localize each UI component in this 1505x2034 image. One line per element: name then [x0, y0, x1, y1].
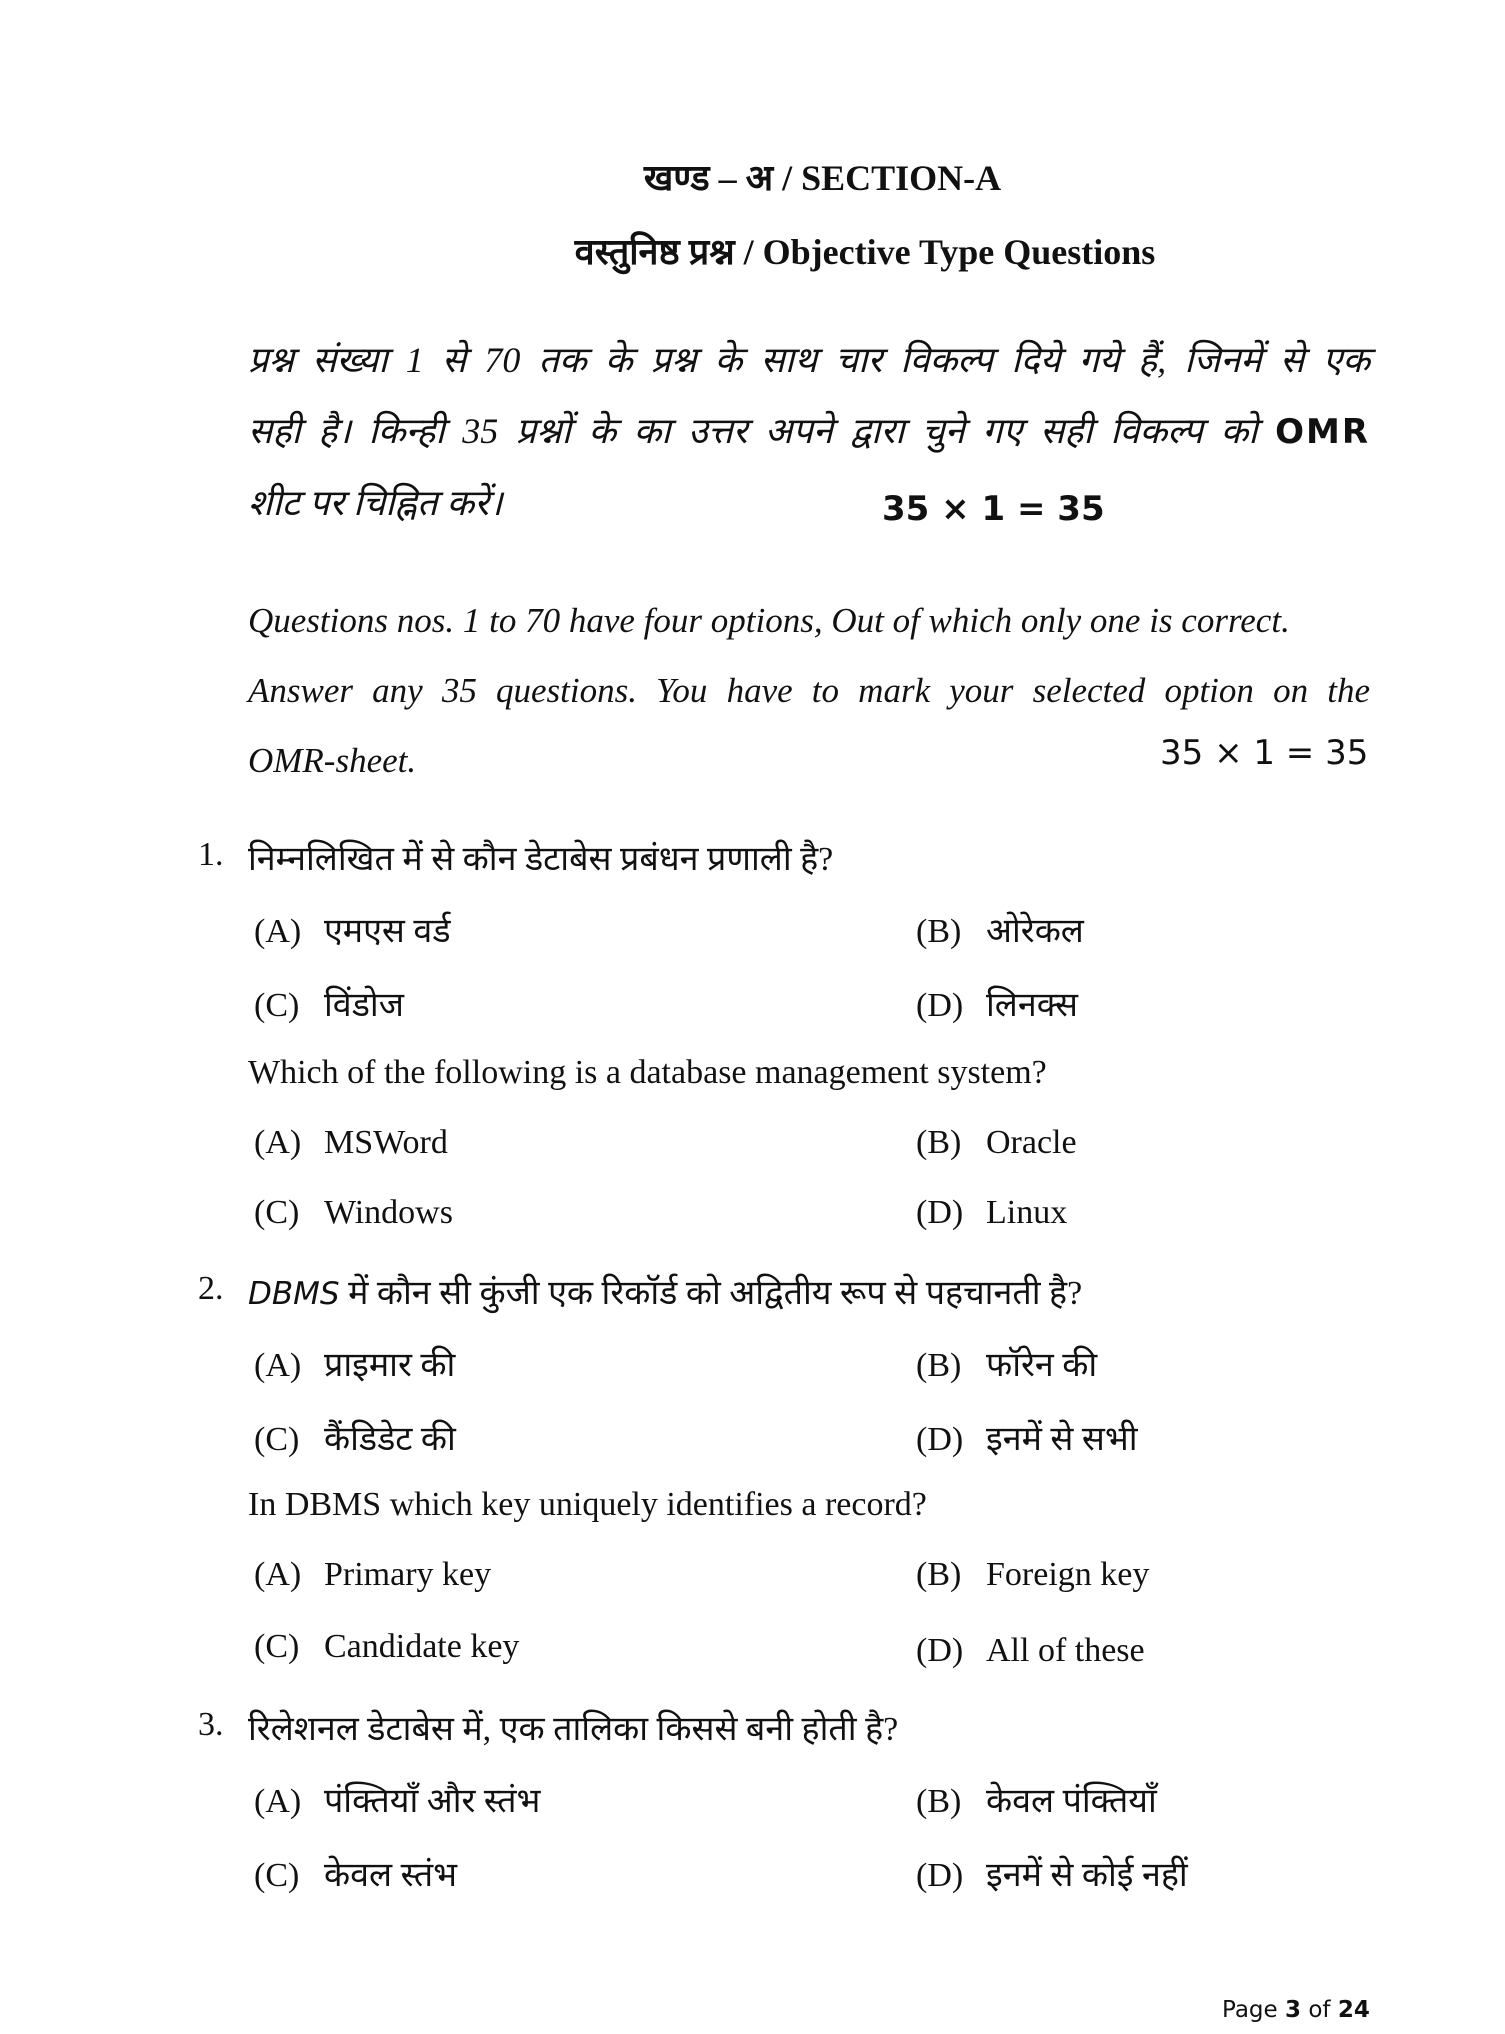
- option-text: एमएस वर्ड: [324, 913, 451, 950]
- question-1-hindi-option-d: [916, 980, 1078, 1026]
- question-1-hindi-option-c: [254, 980, 404, 1026]
- question-2-hindi-option-b: [916, 1340, 1097, 1386]
- question-3-hindi-option-d: [916, 1850, 1188, 1896]
- option-label: (C): [254, 987, 300, 1024]
- option-text: MSWord: [324, 1124, 448, 1161]
- option-text: इनमें से सभी: [986, 1421, 1138, 1458]
- question-3-hindi-option-a: [254, 1776, 540, 1822]
- question-1-number: 1.: [198, 836, 224, 873]
- option-text: विंडोज: [324, 987, 404, 1024]
- option-label: (D): [916, 1194, 964, 1231]
- option-text: प्राइमार की: [324, 1347, 456, 1384]
- question-1-english-option-a: [254, 1124, 448, 1162]
- option-label: (D): [916, 987, 964, 1024]
- option-text: All of these: [986, 1632, 1145, 1669]
- question-3-number: 3.: [198, 1706, 224, 1743]
- question-3-hindi-option-c: [254, 1850, 457, 1896]
- option-text: केवल स्तंभ: [324, 1857, 458, 1894]
- question-2-hindi-option-d: [916, 1414, 1138, 1460]
- option-text: Linux: [986, 1194, 1068, 1231]
- option-text: फॉरेन की: [986, 1347, 1098, 1384]
- option-label: (B): [916, 913, 962, 950]
- section-subtitle: वस्तुनिष्ठ प्रश्न / Objective Type Questions: [574, 232, 1156, 272]
- instructions-hindi-line-1: प्रश्न संख्या 1 से 70 तक के प्रश्न के साथ चार विकल्प दिये गये हैं, जिनमें से एक: [248, 340, 1370, 380]
- question-1-hindi-option-a: [254, 906, 451, 952]
- option-label: (B): [916, 1783, 962, 1820]
- current-page: 3: [1285, 1997, 1302, 2023]
- option-label: (A): [254, 1783, 302, 1820]
- option-label: (B): [916, 1124, 962, 1161]
- option-label: (A): [254, 913, 302, 950]
- option-label: (D): [916, 1632, 964, 1669]
- instructions-hindi-line-2-text: सही है। किन्ही 35 प्रश्नों के का उत्तर अपने द्वारा चुने गए सही विकल्प को: [248, 411, 1258, 451]
- instructions-hindi-line-3: शीट पर चिह्नित करें।: [248, 483, 503, 523]
- option-label: (C): [254, 1194, 300, 1231]
- page-word: Page: [1222, 1997, 1278, 2023]
- question-1-english-option-d: [916, 1194, 1067, 1232]
- question-2-english: In DBMS which key uniquely identifies a record?: [248, 1486, 927, 1523]
- question-2-english-option-b: [916, 1556, 1149, 1594]
- total-pages: 24: [1337, 1997, 1370, 2023]
- option-text: Candidate key: [324, 1628, 520, 1665]
- question-1-english-option-c: [254, 1194, 453, 1232]
- question-2-english-option-d: [916, 1632, 1145, 1670]
- instructions-english-line-1: Questions nos. 1 to 70 have four options, Out of which only one is correct.: [248, 601, 1290, 640]
- option-label: (D): [916, 1857, 964, 1894]
- question-2-hindi-option-c: [254, 1414, 456, 1460]
- question-2-hindi: [248, 1268, 1082, 1314]
- question-1-english-option-b: [916, 1124, 1077, 1162]
- question-2-english-option-c: [254, 1628, 519, 1666]
- instructions-english-line-2: Answer any 35 questions. You have to mark your selected option on the: [248, 671, 1370, 710]
- dbms-abbr: DBMS: [248, 1276, 340, 1312]
- omr-label: OMR: [1275, 412, 1370, 452]
- instructions-hindi-line-2: [248, 396, 1370, 468]
- question-3-hindi: रिलेशनल डेटाबेस में, एक तालिका किससे बनी होती है?: [248, 1711, 899, 1748]
- question-3-hindi-option-b: [916, 1776, 1157, 1822]
- option-label: (B): [916, 1347, 962, 1384]
- option-text: Foreign key: [986, 1556, 1150, 1593]
- question-1-english: Which of the following is a database management system?: [248, 1054, 1047, 1091]
- page-number: [1222, 1997, 1370, 2023]
- option-text: ओरेकल: [986, 913, 1084, 950]
- option-label: (C): [254, 1857, 300, 1894]
- question-2-hindi-text: में कौन सी कुंजी एक रिकॉर्ड को अद्वितीय रूप से पहचानती है?: [339, 1275, 1083, 1312]
- option-text: Windows: [324, 1194, 453, 1231]
- option-label: (A): [254, 1347, 302, 1384]
- option-text: Oracle: [986, 1124, 1077, 1161]
- marks-hindi: 35 × 1 = 35: [882, 489, 1105, 529]
- question-1-hindi-option-b: [916, 906, 1084, 952]
- option-text: पंक्तियाँ और स्तंभ: [324, 1783, 541, 1820]
- option-label: (C): [254, 1628, 300, 1665]
- section-title: खण्ड – अ / SECTION-A: [643, 158, 1002, 198]
- question-2-english-option-a: [254, 1556, 491, 1594]
- option-text: इनमें से कोई नहीं: [986, 1857, 1188, 1894]
- option-text: Primary key: [324, 1556, 492, 1593]
- option-label: (A): [254, 1124, 302, 1161]
- option-text: केवल पंक्तियाँ: [986, 1783, 1157, 1820]
- question-2-hindi-option-a: [254, 1340, 455, 1386]
- option-label: (D): [916, 1421, 964, 1458]
- marks-english: 35 × 1 = 35: [1160, 733, 1369, 773]
- question-2-number: 2.: [198, 1270, 224, 1307]
- option-text: लिनक्स: [986, 987, 1079, 1024]
- instructions-hindi: [248, 325, 1370, 539]
- option-label: (A): [254, 1556, 302, 1593]
- option-text: कैंडिडेट की: [324, 1421, 456, 1458]
- of-word: of: [1308, 1997, 1331, 2023]
- instructions-english-line-3: OMR-sheet.: [248, 741, 417, 780]
- option-label: (B): [916, 1556, 962, 1593]
- option-label: (C): [254, 1421, 300, 1458]
- question-1-hindi: निम्नलिखित में से कौन डेटाबेस प्रबंधन प्रणाली है?: [248, 841, 834, 878]
